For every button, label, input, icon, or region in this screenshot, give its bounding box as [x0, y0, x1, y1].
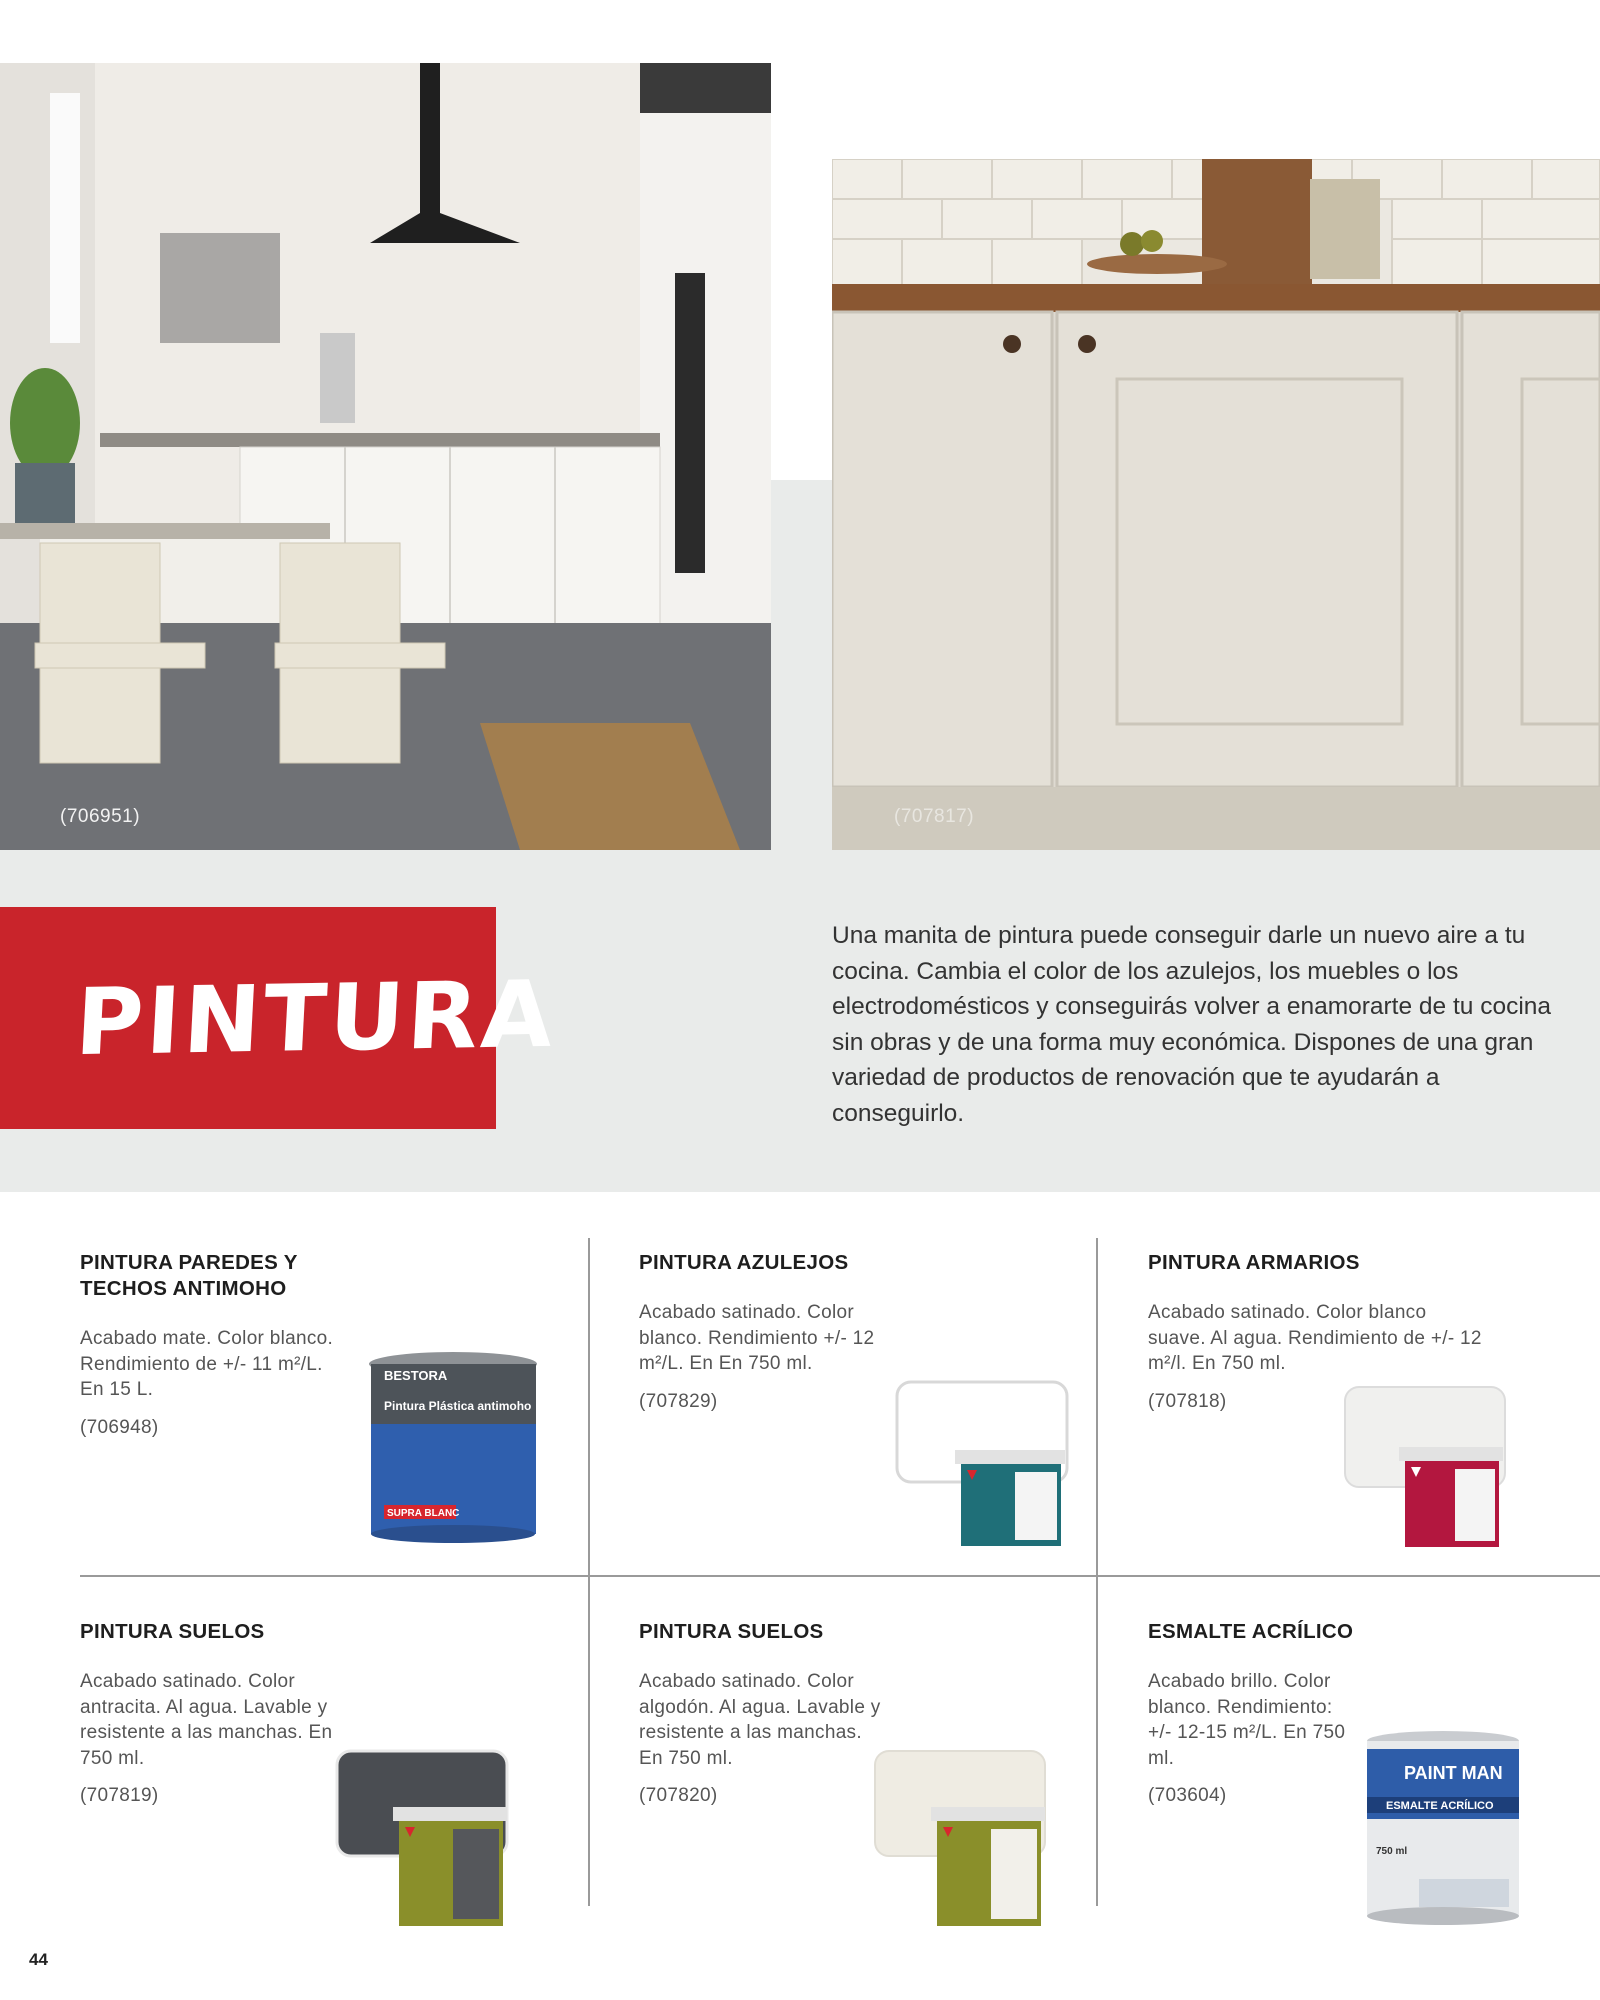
- cabinet-photo: [832, 159, 1600, 850]
- paint-bucket-image: [366, 1350, 541, 1545]
- product-description: Acabado satinado. Color blanco suave. Al agua. Rendimiento de +/- 12 m²/l. En 750 ml.: [1148, 1302, 1482, 1374]
- product-ref: (707829): [639, 1390, 718, 1412]
- product-ref: (707820): [639, 1785, 718, 1806]
- product-title: PINTURA ARMARIOS: [1148, 1251, 1360, 1274]
- product-description: Acabado brillo. Color blanco. Rendimiento: +/- 12-15 m²/L. En 750 ml.: [1148, 1671, 1346, 1769]
- product-grid: [0, 1192, 1600, 1912]
- can-volume: 750 ml: [1376, 1846, 1408, 1857]
- section-title-block: [0, 907, 559, 1129]
- section-title: PINTURA: [72, 960, 559, 1077]
- product-title: PINTURA SUELOS: [639, 1620, 824, 1643]
- grid-divider: [1096, 1238, 1098, 1576]
- page-number: 44: [29, 1950, 48, 1969]
- product-card[interactable]: [1148, 1250, 1588, 1413]
- enamel-can-image: [1364, 1729, 1522, 1929]
- product-description: Acabado mate. Color blanco. Rendimiento de +/- 11 m²/L. En 15 L.: [80, 1328, 334, 1400]
- can-label: Pintura Plástica antimoho: [384, 1399, 532, 1413]
- product-description: Acabado satinado. Color algodón. Al agua. Lavable y resistente a las manchas. En 750 ml.: [639, 1671, 881, 1769]
- product-description: Acabado satinado. Color blanco. Rendimiento +/- 12 m²/L. En En 750 ml.: [639, 1302, 875, 1374]
- paint-tin-image: [1343, 1385, 1513, 1550]
- paint-tin-image: [335, 1749, 515, 1929]
- product-title: ESMALTE ACRÍLICO: [1148, 1620, 1354, 1643]
- grid-divider: [588, 1576, 590, 1906]
- can-brand: PAINT MAN: [1404, 1763, 1503, 1783]
- can-badge: SUPRA BLANC: [387, 1508, 460, 1519]
- cabinet-photo-ref: (707817): [894, 806, 975, 827]
- kitchen-illustration: [0, 63, 771, 850]
- product-ref: (703604): [1148, 1785, 1227, 1806]
- product-card[interactable]: [80, 1619, 560, 1807]
- kitchen-photo-ref: (706951): [60, 806, 141, 827]
- cabinet-illustration: [832, 159, 1600, 850]
- product-title: PINTURA PAREDES Y TECHOS ANTIMOHO: [80, 1251, 298, 1300]
- grid-divider: [588, 1238, 590, 1576]
- can-brand: BESTORA: [384, 1368, 448, 1383]
- kitchen-photo: [0, 63, 771, 850]
- section-intro: Una manita de pintura puede conseguir darle un nuevo aire a tu cocina. Cambia el color de los azulejos, los muebles o los electrodomésticos y conseguirás volver a enamorarte de tu cocina sin obras y de una forma muy económica. Dispones de una gran variedad de productos de renovación que te ayudarán a conseguirlo.: [832, 922, 1552, 1127]
- product-card[interactable]: [80, 1250, 560, 1519]
- product-ref: (707818): [1148, 1390, 1227, 1412]
- product-ref: (707819): [80, 1785, 159, 1806]
- product-title: PINTURA AZULEJOS: [639, 1251, 849, 1274]
- product-card[interactable]: [639, 1619, 1079, 1807]
- product-ref: (706948): [80, 1416, 159, 1438]
- product-description: Acabado satinado. Color antracita. Al agua. Lavable y resistente a las manchas. En 750 ml.: [80, 1671, 333, 1769]
- can-label: ESMALTE ACRÍLICO: [1386, 1800, 1494, 1812]
- grid-divider: [80, 1575, 1600, 1577]
- paint-tin-image: [873, 1749, 1053, 1929]
- product-card[interactable]: [639, 1250, 1079, 1413]
- product-title: PINTURA SUELOS: [80, 1620, 265, 1643]
- grid-divider: [1096, 1576, 1098, 1906]
- product-card[interactable]: [1148, 1619, 1588, 1857]
- paint-tin-image: [895, 1380, 1075, 1550]
